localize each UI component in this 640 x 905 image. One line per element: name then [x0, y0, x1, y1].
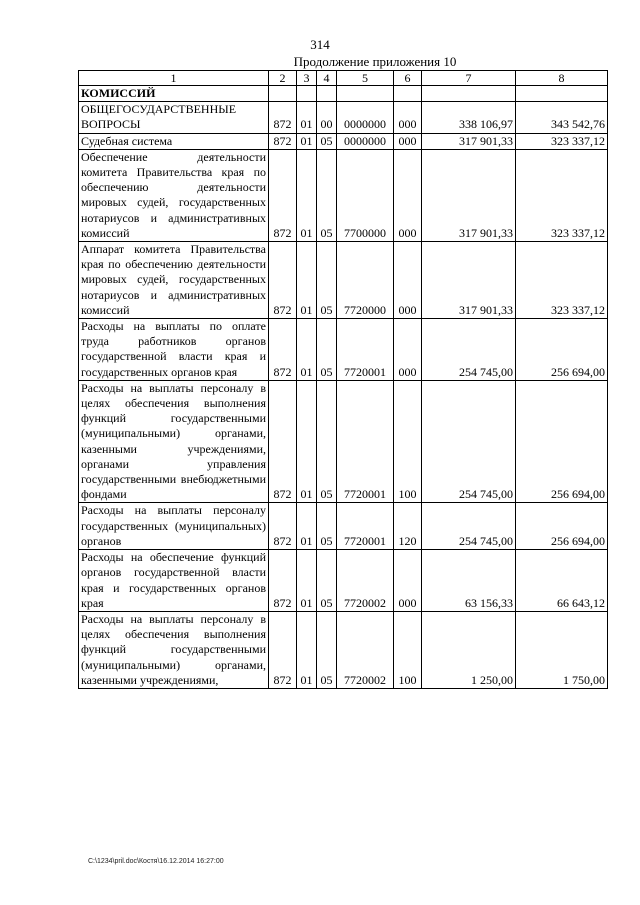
- row-value-cell: 0000000: [337, 102, 394, 133]
- row-value-cell: 63 156,33: [422, 550, 516, 612]
- row-value-cell: 872: [269, 611, 297, 688]
- row-name-cell: Расходы на обеспечение функций органов государственной власти края и государственных органов края: [79, 550, 269, 612]
- table-row: [79, 550, 608, 612]
- column-header-row: [79, 71, 608, 86]
- row-value-cell: 872: [269, 319, 297, 381]
- row-value-cell: 000: [394, 133, 422, 149]
- row-value-cell: 000: [394, 149, 422, 241]
- row-value-cell: 872: [269, 242, 297, 319]
- row-value-cell: 05: [317, 611, 337, 688]
- row-value-cell: 256 694,00: [516, 319, 608, 381]
- row-name-cell: Расходы на выплаты персоналу в целях обеспечения выполнения функций государственными (муниципальными) органами, казенными учреждениями,: [79, 611, 269, 688]
- row-value-cell: 01: [297, 503, 317, 550]
- row-name-cell: Судебная система: [79, 133, 269, 149]
- row-value-cell: 000: [394, 242, 422, 319]
- row-value-cell: 0000000: [337, 133, 394, 149]
- row-value-cell: 1 250,00: [422, 611, 516, 688]
- row-value-cell: 872: [269, 380, 297, 503]
- row-name-cell: Расходы на выплаты персоналу в целях обеспечения выполнения функций государственными (муниципальными) органами, казенными учреждениями, органами управления государственными внебюджетными фондами: [79, 380, 269, 503]
- row-value-cell: 1 750,00: [516, 611, 608, 688]
- row-value-cell: 872: [269, 550, 297, 612]
- row-value-cell: 01: [297, 319, 317, 381]
- row-value-cell: 7720002: [337, 550, 394, 612]
- row-value-cell: 66 643,12: [516, 550, 608, 612]
- table-row: [79, 242, 608, 319]
- column-header: 8: [516, 71, 608, 86]
- row-value-cell: 000: [394, 319, 422, 381]
- row-value-cell: 000: [394, 102, 422, 133]
- row-value-cell: 05: [317, 380, 337, 503]
- row-value-cell: 872: [269, 133, 297, 149]
- row-value-cell: 317 901,33: [422, 133, 516, 149]
- row-value-cell: 05: [317, 550, 337, 612]
- row-name-cell: КОМИССИЙ: [79, 86, 269, 102]
- row-value-cell: 872: [269, 102, 297, 133]
- column-header: 6: [394, 71, 422, 86]
- row-value-cell: [394, 86, 422, 102]
- row-value-cell: 323 337,12: [516, 149, 608, 241]
- budget-table: [78, 70, 608, 689]
- row-value-cell: 120: [394, 503, 422, 550]
- row-value-cell: 01: [297, 133, 317, 149]
- appendix-continuation-title: Продолжение приложения 10: [293, 54, 457, 69]
- row-value-cell: 872: [269, 149, 297, 241]
- table-row: [79, 86, 608, 102]
- row-value-cell: 05: [317, 319, 337, 381]
- row-value-cell: 05: [317, 133, 337, 149]
- table-row: [79, 503, 608, 550]
- row-value-cell: 7720001: [337, 380, 394, 503]
- row-value-cell: 01: [297, 102, 317, 133]
- row-value-cell: 323 337,12: [516, 133, 608, 149]
- row-value-cell: 256 694,00: [516, 503, 608, 550]
- column-header: 7: [422, 71, 516, 86]
- row-value-cell: 000: [394, 550, 422, 612]
- table-row: [79, 380, 608, 503]
- row-value-cell: 01: [297, 380, 317, 503]
- row-value-cell: 7720000: [337, 242, 394, 319]
- row-name-cell: Обеспечение деятельности комитета Правительства края по обеспечению деятельности мировых судей, государственных нотариусов и административных комиссий: [79, 149, 269, 241]
- row-value-cell: 01: [297, 149, 317, 241]
- table-row: [79, 611, 608, 688]
- table-row: [79, 149, 608, 241]
- row-value-cell: 7700000: [337, 149, 394, 241]
- row-value-cell: 254 745,00: [422, 319, 516, 381]
- row-value-cell: 254 745,00: [422, 380, 516, 503]
- column-header: 2: [269, 71, 297, 86]
- row-value-cell: 7720001: [337, 503, 394, 550]
- row-value-cell: [422, 86, 516, 102]
- column-header: 4: [317, 71, 337, 86]
- row-value-cell: 317 901,33: [422, 242, 516, 319]
- row-value-cell: [317, 86, 337, 102]
- column-header: 5: [337, 71, 394, 86]
- row-name-cell: Расходы на выплаты по оплате труда работников органов государственной власти края и государственных органов края: [79, 319, 269, 381]
- row-value-cell: 01: [297, 550, 317, 612]
- row-value-cell: 7720002: [337, 611, 394, 688]
- row-value-cell: 317 901,33: [422, 149, 516, 241]
- row-value-cell: 7720001: [337, 319, 394, 381]
- row-value-cell: 05: [317, 503, 337, 550]
- page-number: 314: [310, 37, 330, 52]
- row-value-cell: 00: [317, 102, 337, 133]
- row-value-cell: 872: [269, 503, 297, 550]
- row-value-cell: 256 694,00: [516, 380, 608, 503]
- table-body: [79, 71, 608, 689]
- row-value-cell: 05: [317, 242, 337, 319]
- row-value-cell: 343 542,76: [516, 102, 608, 133]
- row-value-cell: 01: [297, 242, 317, 319]
- row-value-cell: 100: [394, 611, 422, 688]
- row-value-cell: [516, 86, 608, 102]
- row-value-cell: 254 745,00: [422, 503, 516, 550]
- row-value-cell: 323 337,12: [516, 242, 608, 319]
- row-name-cell: ОБЩЕГОСУДАРСТВЕННЫЕ ВОПРОСЫ: [79, 102, 269, 133]
- row-value-cell: 05: [317, 149, 337, 241]
- row-value-cell: [269, 86, 297, 102]
- table-row: [79, 102, 608, 133]
- row-value-cell: [297, 86, 317, 102]
- row-value-cell: 01: [297, 611, 317, 688]
- row-name-cell: Расходы на выплаты персоналу государственных (муниципальных) органов: [79, 503, 269, 550]
- row-value-cell: [337, 86, 394, 102]
- table-row: [79, 133, 608, 149]
- column-header: 3: [297, 71, 317, 86]
- row-name-cell: Аппарат комитета Правительства края по обеспечению деятельности мировых судей, государственных нотариусов и административных комиссий: [79, 242, 269, 319]
- row-value-cell: 100: [394, 380, 422, 503]
- column-header: 1: [79, 71, 269, 86]
- row-value-cell: 338 106,97: [422, 102, 516, 133]
- table-row: [79, 319, 608, 381]
- file-path-footer: C:\1234\pril.doc\Костя\16.12.2014 16:27:00: [88, 858, 224, 865]
